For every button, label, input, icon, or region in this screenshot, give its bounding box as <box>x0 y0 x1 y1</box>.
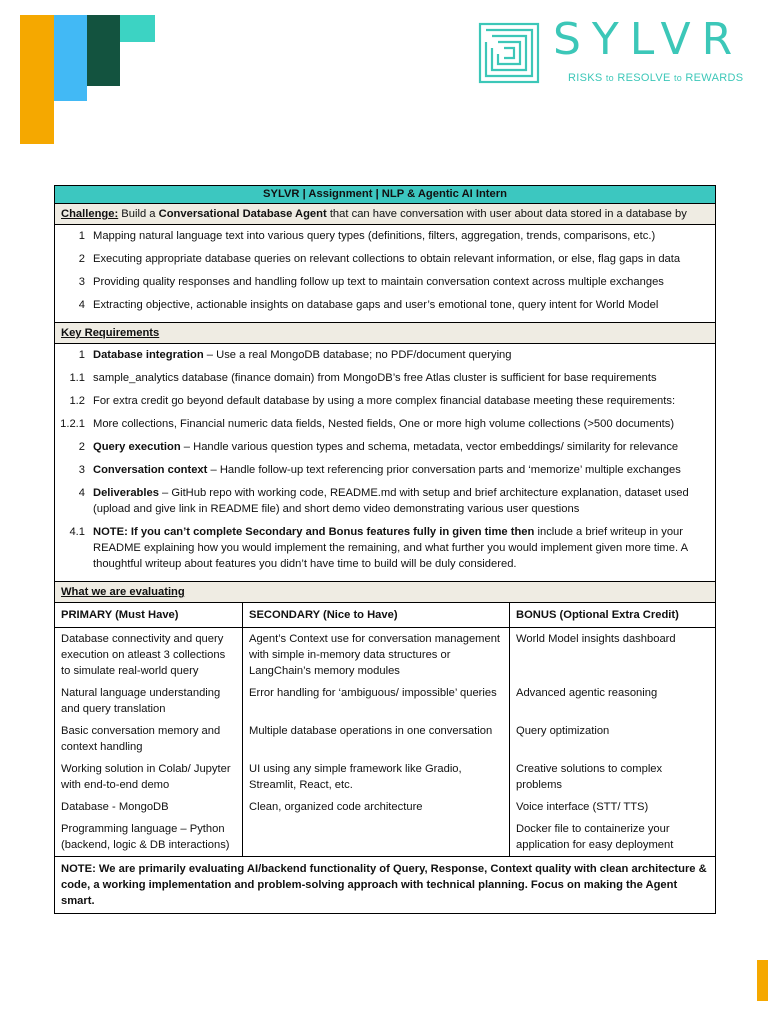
item-body: For extra credit go beyond default database by using a more complex financial database meeting these requirements: <box>93 395 676 407</box>
dark-green-bar <box>87 15 120 86</box>
list-item <box>55 485 715 517</box>
list-item <box>55 439 715 455</box>
challenge-label: Challenge: <box>61 208 119 220</box>
item-number: 1 <box>78 230 85 242</box>
list-item <box>55 416 715 432</box>
table-cell: Advanced agentic reasoning <box>516 687 658 699</box>
sylvr-maze-logo-icon <box>478 22 540 84</box>
item-number: 4 <box>78 299 85 311</box>
table-cell: Query optimization <box>516 725 610 737</box>
final-note: NOTE: We are primarily evaluating AI/backend functionality of Query, Response, Context quality with clean architecture & code, a working implementation and problem-solving approach with technical planning. Focus on making the Agent smart. <box>61 863 707 907</box>
item-text <box>93 485 715 517</box>
table-cell: Docker file to containerize your application for easy deployment <box>516 823 674 851</box>
item-text: Executing appropriate database queries on relevant collections to obtain relevant information, or else, flag gaps in data <box>93 253 681 265</box>
item-number: 1.2.1 <box>60 418 85 430</box>
table-cell: Natural language understanding and query translation <box>55 682 243 720</box>
table-row <box>55 720 715 758</box>
item-body: – Handle various question types and schema, metadata, vector embeddings/ similarity for relevance <box>180 441 679 453</box>
brand-name: SYLVR <box>553 14 744 65</box>
item-text <box>93 416 715 432</box>
item-bold-lead: Database integration <box>93 349 204 361</box>
item-number: 3 <box>78 276 85 288</box>
secondary-header: SECONDARY (Nice to Have) <box>243 603 510 628</box>
item-number: 4 <box>78 487 85 499</box>
list-item <box>55 393 715 409</box>
item-text <box>93 347 715 363</box>
table-row <box>55 628 715 683</box>
list-item <box>55 347 715 363</box>
document-title: SYLVR | Assignment | NLP & Agentic AI Intern <box>55 186 715 204</box>
table-cell: Working solution in Colab/ Jupyter with end-to-end demo <box>55 758 243 796</box>
item-number: 3 <box>78 464 85 476</box>
table-cell: Multiple database operations in one conversation <box>243 720 510 758</box>
evaluation-table-wrap <box>55 603 715 857</box>
bottom-orange-bar <box>757 960 768 1001</box>
brand-tagline: RISKS to RESOLVE to REWARDS <box>568 72 744 84</box>
list-item <box>55 274 715 290</box>
item-bold-lead: Deliverables <box>93 487 159 499</box>
evaluation-heading: What we are evaluating <box>55 582 715 603</box>
item-body: – Use a real MongoDB database; no PDF/document querying <box>203 349 512 361</box>
item-body: More collections, Financial numeric data fields, Nested fields, One or more high volume collections (>500 documents) <box>93 418 675 430</box>
table-cell: Programming language – Python (backend, logic & DB interactions) <box>55 818 243 856</box>
list-item <box>55 297 715 313</box>
item-body: include a brief writeup in your README explaining how you would implement the remaining, and what further you would implement given more time. A thoughtful writeup about features you didn’t have time to build will be duly considered. <box>93 526 688 570</box>
table-cell: World Model insights dashboard <box>516 633 676 645</box>
item-text <box>93 462 715 478</box>
item-body: – GitHub repo with working code, README.md with setup and brief architecture explanation, dataset used (upload and give link in README file) and short demo video demonstrating various user questions <box>93 487 689 515</box>
table-cell: Creative solutions to complex problems <box>516 763 663 791</box>
blue-bar <box>54 15 87 101</box>
teal-bar <box>120 15 155 42</box>
table-cell <box>243 818 510 856</box>
item-text <box>93 370 715 386</box>
key-requirements-heading: Key Requirements <box>55 323 715 344</box>
item-bold-lead: Query execution <box>93 441 181 453</box>
item-text: Extracting objective, actionable insights on database gaps and user’s emotional tone, query intent for World Model <box>93 299 659 311</box>
item-text <box>93 393 715 409</box>
challenge-row: Challenge: Build a Conversational Database Agent that can have conversation with user about data stored in a database by <box>55 204 715 225</box>
table-cell: Clean, organized code architecture <box>243 796 510 818</box>
item-number: 1.1 <box>69 372 85 384</box>
list-item <box>55 462 715 478</box>
item-number: 2 <box>78 253 85 265</box>
table-row <box>55 796 715 818</box>
evaluation-header-row <box>55 603 715 628</box>
item-number: 1 <box>78 349 85 361</box>
table-cell: Database connectivity and query execution on atleast 3 collections to simulate real-world query <box>55 628 243 683</box>
table-cell: Database - MongoDB <box>55 796 243 818</box>
item-text <box>93 439 715 455</box>
evaluation-table <box>55 603 715 856</box>
item-body: sample_analytics database (finance domain) from MongoDB’s free Atlas cluster is sufficient for base requirements <box>93 372 657 384</box>
challenge-list <box>55 225 715 323</box>
primary-header: PRIMARY (Must Have) <box>55 603 243 628</box>
item-text <box>93 524 715 572</box>
table-cell: Voice interface (STT/ TTS) <box>516 801 649 813</box>
table-row <box>55 818 715 856</box>
table-cell: Basic conversation memory and context handling <box>55 720 243 758</box>
list-item <box>55 524 715 572</box>
list-item <box>55 251 715 267</box>
item-text: Providing quality responses and handling follow up text to maintain conversation context across multiple exchanges <box>93 276 664 288</box>
requirements-list <box>55 344 715 582</box>
item-text: Mapping natural language text into various query types (definitions, filters, aggregation, trends, comparisons, etc.) <box>93 230 656 242</box>
table-row <box>55 758 715 796</box>
item-number: 2 <box>78 441 85 453</box>
item-bold-lead: Conversation context <box>93 464 208 476</box>
list-item <box>55 370 715 386</box>
table-row <box>55 682 715 720</box>
assignment-table <box>54 185 716 914</box>
item-bold-lead: NOTE: If you can’t complete Secondary and Bonus features fully in given time then <box>93 526 535 538</box>
orange-bar <box>20 15 54 144</box>
item-number: 4.1 <box>69 526 85 538</box>
item-body: – Handle follow-up text referencing prior conversation parts and ‘memorize’ multiple exchanges <box>207 464 681 476</box>
item-number: 1.2 <box>69 395 85 407</box>
list-item <box>55 228 715 244</box>
bonus-header: BONUS (Optional Extra Credit) <box>510 603 716 628</box>
table-cell: Agent’s Context use for conversation management with simple in-memory data structures or LangChain’s memory modules <box>243 628 510 683</box>
table-cell: Error handling for ‘ambiguous/ impossible’ queries <box>243 682 510 720</box>
table-cell: UI using any simple framework like Gradio, Streamlit, React, etc. <box>243 758 510 796</box>
